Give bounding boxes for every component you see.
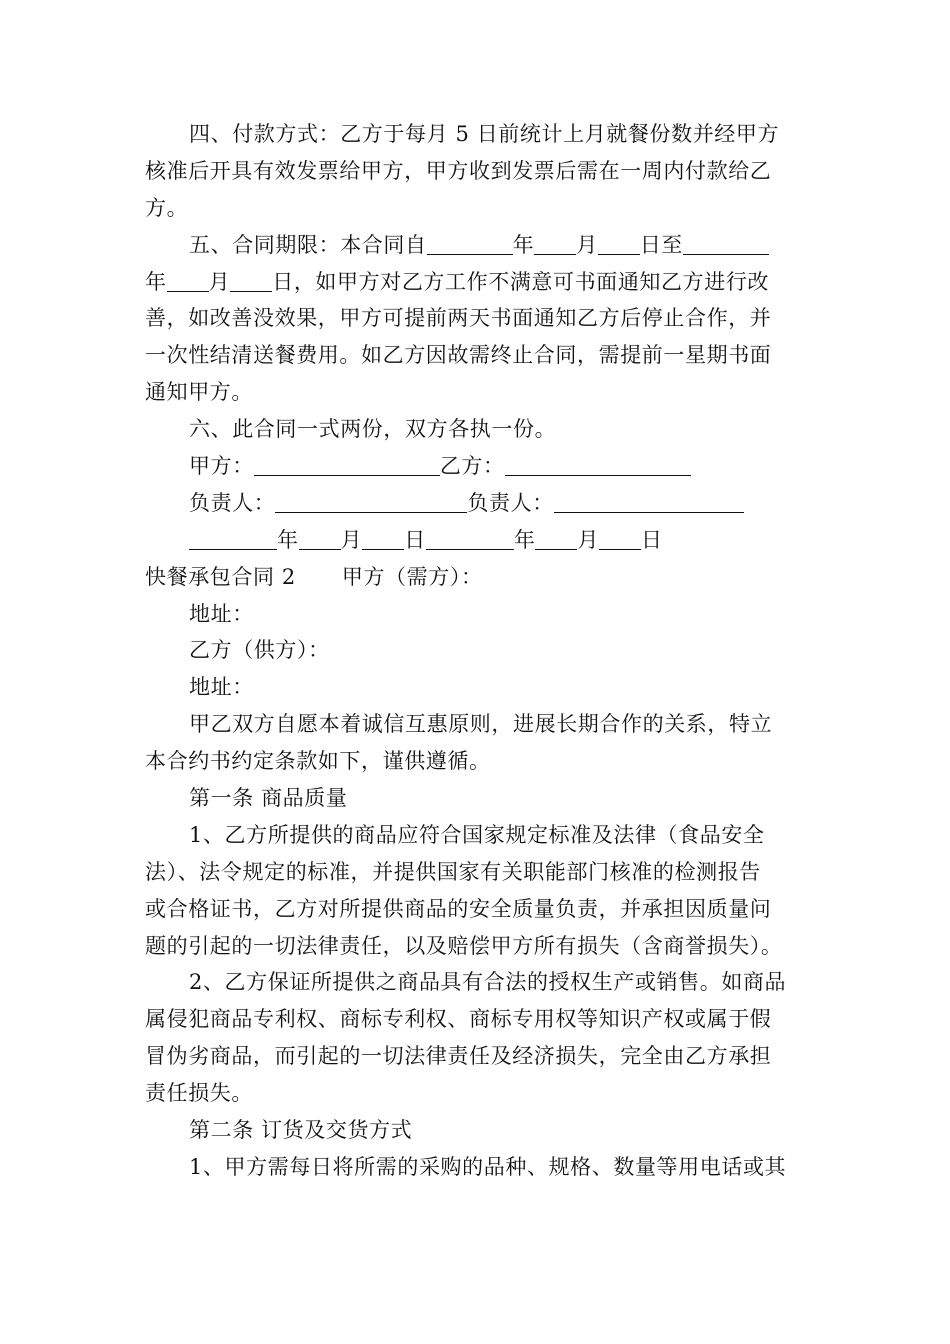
- text-line: [145, 1001, 805, 1038]
- blank-underline: [599, 525, 641, 550]
- blank-underline: [189, 525, 277, 550]
- blank-underline: [426, 525, 514, 550]
- section-heading: [145, 780, 805, 817]
- contract-term-line: [145, 227, 805, 264]
- text-span: 属侵犯商品专利权、商标专利权、商标专用权等知识产权或属于假: [145, 1007, 772, 1032]
- text-line: [145, 817, 805, 854]
- text-line: [145, 706, 805, 743]
- text-line: [145, 1075, 805, 1112]
- blank-underline: [167, 267, 209, 292]
- text-line: [145, 669, 805, 706]
- text-span: 1、甲方需每日将所需的采购的品种、规格、数量等用电话或其: [189, 1154, 787, 1179]
- section-heading: [145, 1112, 805, 1149]
- text-span: 年: [513, 527, 536, 552]
- blank-underline: [535, 525, 577, 550]
- text-span: 方。: [145, 195, 189, 220]
- party-b-label: 乙方：: [439, 454, 505, 479]
- text-line: [145, 374, 805, 411]
- text-span: 第一条 商品质量: [189, 786, 348, 811]
- text-span: 第二条 订货及交货方式: [189, 1118, 413, 1143]
- blank-underline: [299, 525, 341, 550]
- text-line: [145, 337, 805, 374]
- signature-person-line: [145, 485, 805, 522]
- blank-underline: [362, 525, 404, 550]
- blank-underline: [598, 230, 640, 255]
- text-span: 核准后开具有效发票给甲方，甲方收到发票后需在一周内付款给乙: [145, 158, 772, 183]
- text-line: [145, 632, 805, 669]
- person-b-blank: [554, 488, 744, 513]
- contract-heading-line: [145, 559, 805, 596]
- text-line: [145, 743, 805, 780]
- text-span: 日至: [639, 232, 684, 257]
- text-span: 月: [577, 527, 600, 552]
- text-line: [145, 190, 805, 227]
- blank-underline: [683, 230, 769, 255]
- person-b-label: 负责人：: [467, 490, 554, 515]
- party-b-blank: [505, 451, 691, 476]
- document-body: [145, 116, 805, 1186]
- text-span: 日: [641, 527, 663, 552]
- text-span: 月: [208, 269, 231, 294]
- party-a-blank: [254, 451, 440, 476]
- text-span: 年: [145, 269, 167, 294]
- text-line: [145, 891, 805, 928]
- text-span: 或合格证书，乙方对所提供商品的安全质量负责，并承担因质量问: [145, 896, 772, 921]
- text-span: 六、此合同一式两份，双方各执一份。: [189, 417, 557, 442]
- text-span: 月: [576, 232, 598, 257]
- text-span: 一次性结清送餐费用。如乙方因故需终止合同，需提前一星期书面: [145, 343, 772, 368]
- text-line: [145, 300, 805, 337]
- signature-party-line: [145, 448, 805, 485]
- text-span: 本合约书约定条款如下，谨供遵循。: [145, 749, 491, 774]
- text-span: 月: [340, 527, 363, 552]
- text-span: 日，如甲方对乙方工作不满意可书面通知乙方进行改: [272, 269, 770, 294]
- text-line: [145, 1038, 805, 1075]
- text-span: 善，如改善没效果，甲方可提前两天书面通知乙方后停止合作，并: [145, 306, 772, 331]
- text-span: 年: [512, 232, 535, 257]
- text-span: 日: [404, 527, 426, 552]
- text-line: [145, 854, 805, 891]
- text-span: 法）、法令规定的标准，并提供国家有关职能部门核准的检测报告: [145, 859, 761, 884]
- blank-underline: [534, 230, 576, 255]
- text-span: 地址：: [189, 675, 254, 700]
- text-span: 责任损失。: [145, 1081, 253, 1106]
- text-span: 年: [277, 527, 299, 552]
- text-span: 地址：: [189, 601, 254, 626]
- text-line: [145, 596, 805, 633]
- text-span: 2、乙方保证所提供之商品具有合法的授权生产或销售。如商品: [189, 970, 787, 995]
- text-span: 五、合同期限：本合同自: [189, 232, 427, 257]
- text-span: 四、付款方式：乙方于每月 5 日前统计上月就餐份数并经甲方: [189, 122, 780, 146]
- text-line: [145, 411, 805, 448]
- text-span: 题的引起的一切法律责任，以及赔偿甲方所有损失（含商誉损失）。: [145, 933, 783, 958]
- person-a-blank: [275, 488, 467, 513]
- text-span: 乙方（供方）：: [189, 638, 330, 663]
- blank-underline: [427, 230, 513, 255]
- signature-date-line: [145, 522, 805, 559]
- text-line: [145, 928, 805, 965]
- text-span: 冒伪劣商品，而引起的一切法律责任及经济损失，完全由乙方承担: [145, 1044, 772, 1069]
- contract-term-line: [145, 264, 805, 301]
- text-line: [145, 1149, 805, 1186]
- text-line: [145, 153, 805, 190]
- party-a-label: 甲方：: [189, 454, 254, 479]
- text-span: 甲乙双方自愿本着诚信互惠原则，进展长期合作的关系，特立: [189, 712, 773, 737]
- blank-underline: [230, 267, 272, 292]
- contract-title: 快餐承包合同 2: [145, 564, 296, 589]
- party-a-heading: 甲方（需方）：: [341, 564, 483, 589]
- text-span: 1、乙方所提供的商品应符合国家规定标准及法律（食品安全: [189, 822, 765, 847]
- text-line: [145, 964, 805, 1001]
- text-line: [145, 116, 805, 153]
- text-span: 通知甲方。: [145, 380, 253, 405]
- person-a-label: 负责人：: [189, 490, 276, 515]
